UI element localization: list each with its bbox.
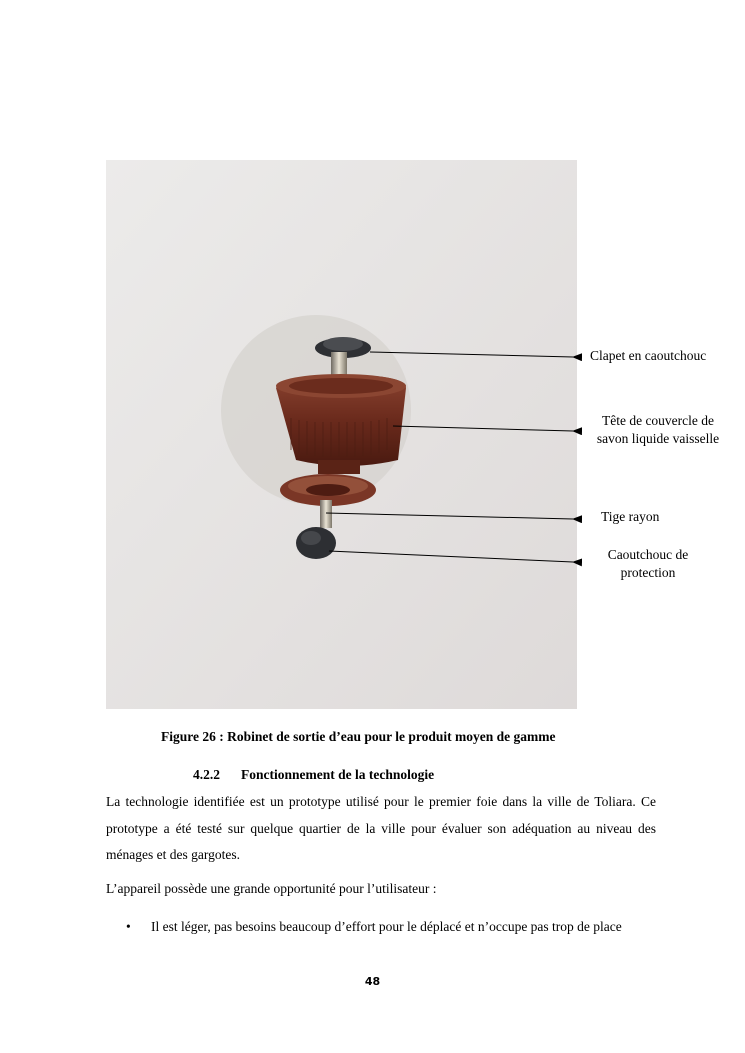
paragraph-1: La technologie identifiée est un prototype utilisé pour le premier foie dans la ville de Toliara. Ce prototype a été testé sur quelque quartier de la ville pour évaluer son adéquation au niveau des ménages et des gargotes. bbox=[106, 794, 656, 862]
section-heading bbox=[193, 767, 434, 783]
label-tete bbox=[590, 412, 726, 448]
list-item-text: Il est léger, pas besoins beaucoup d’effort pour le déplacé et n’occupe pas trop de place bbox=[151, 919, 622, 934]
page-number: 48 bbox=[364, 975, 381, 988]
section-number: 4.2.2 bbox=[193, 767, 220, 782]
paragraph-2: L’appareil possède une grande opportunité pour l’utilisateur : bbox=[106, 881, 437, 896]
arrow-clapet bbox=[370, 352, 573, 357]
label-caoutchouc bbox=[599, 546, 697, 582]
label-tete-line2: savon liquide vaisselle bbox=[596, 431, 720, 446]
label-caoutchouc-line2: protection bbox=[620, 565, 676, 580]
figure-caption: Figure 26 : Robinet de sortie d’eau pour le produit moyen de gamme bbox=[161, 729, 556, 744]
label-caoutchouc-line1: Caoutchouc de bbox=[607, 547, 689, 562]
label-tete-line1: Tête de couvercle de bbox=[601, 413, 715, 428]
label-tige: Tige rayon bbox=[601, 509, 660, 524]
arrow-tete bbox=[393, 426, 573, 431]
section-title: Fonctionnement de la technologie bbox=[241, 767, 435, 782]
arrow-tige bbox=[326, 513, 573, 519]
label-clapet: Clapet en caoutchouc bbox=[590, 348, 707, 363]
arrow-caoutchouc bbox=[329, 551, 573, 562]
bullet-icon: • bbox=[126, 919, 131, 934]
